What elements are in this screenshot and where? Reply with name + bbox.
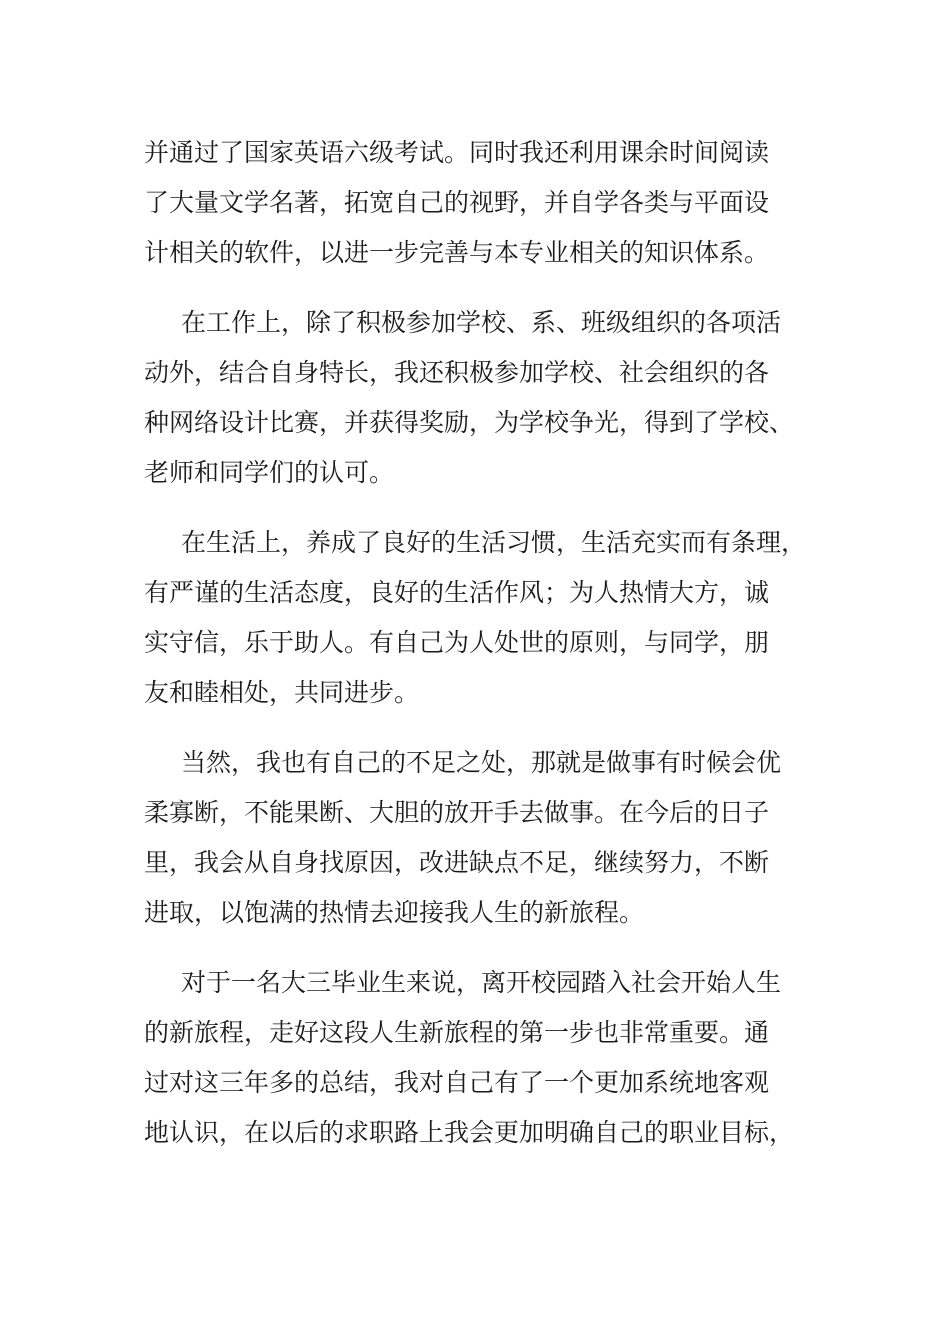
text-line: 的新旅程，走好这段人生新旅程的第一步也非常重要。通 (144, 1018, 770, 1047)
text-line: 种网络设计比赛，并获得奖励，为学校争光，得到了学校、 (144, 408, 795, 437)
text-line: 计相关的软件，以进一步完善与本专业相关的知识体系。 (144, 238, 770, 267)
text-line: 了大量文学名著，拓宽自己的视野，并自学各类与平面设 (144, 188, 770, 217)
text-line-first: 对于一名大三毕业生来说，离开校园踏入社会开始人生 (181, 968, 782, 997)
text-line: 有严谨的生活态度，良好的生活作风；为人热情大方，诚 (144, 578, 770, 607)
text-line-first: 在生活上，养成了良好的生活习惯，生活充实而有条理， (181, 528, 807, 557)
text-line: 动外，结合自身特长，我还积极参加学校、社会组织的各 (144, 358, 770, 387)
text-line-first: 在工作上，除了积极参加学校、系、班级组织的各项活 (181, 308, 782, 337)
text-line: 实守信，乐于助人。有自己为人处世的原则，与同学，朋 (144, 628, 770, 657)
paragraph-work (144, 298, 824, 498)
paragraph-shortcomings (144, 738, 824, 938)
text-line: 地认识，在以后的求职路上我会更加明确自己的职业目标， (144, 1118, 795, 1147)
text-line: 老师和同学们的认可。 (144, 458, 395, 487)
paragraph-study-continued (144, 128, 824, 278)
text-line: 柔寡断，不能果断、大胆的放开手去做事。在今后的日子 (144, 798, 770, 827)
text-line: 进取，以饱满的热情去迎接我人生的新旅程。 (144, 898, 645, 927)
text-line: 里，我会从自身找原因，改进缺点不足，继续努力，不断 (144, 848, 770, 877)
text-line-first: 当然，我也有自己的不足之处，那就是做事有时候会优 (181, 748, 782, 777)
text-line: 友和睦相处，共同进步。 (144, 678, 420, 707)
paragraph-conclusion (144, 958, 824, 1158)
document-body (144, 128, 824, 1178)
text-line: 并通过了国家英语六级考试。同时我还利用课余时间阅读 (144, 138, 770, 167)
text-line: 过对这三年多的总结，我对自己有了一个更加系统地客观 (144, 1068, 770, 1097)
paragraph-life (144, 518, 824, 718)
